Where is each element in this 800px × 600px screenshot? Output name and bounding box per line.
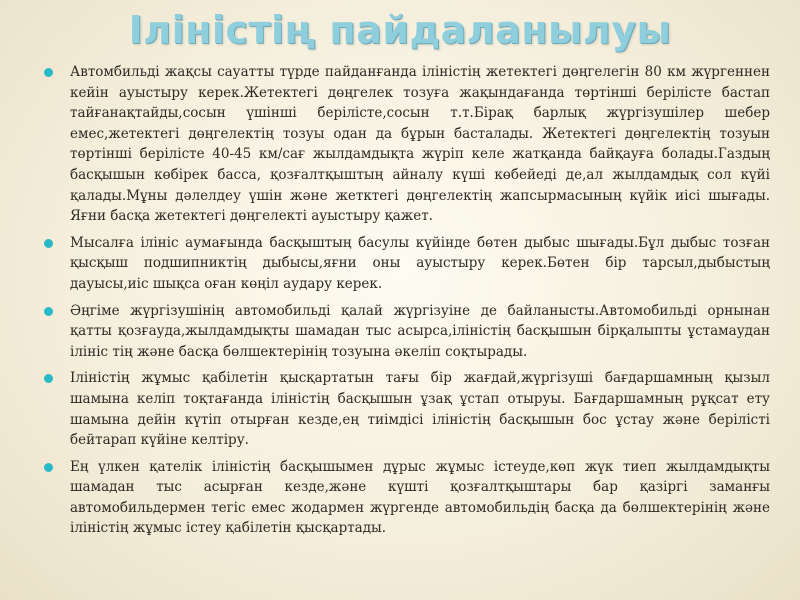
bullet-item	[44, 233, 770, 295]
bullet-item	[44, 62, 770, 227]
bullet-text: Әңгіме жүргізушінің автомобильді қалай жүргізуіне де байланысты.Автомобильді орнынан қатты қозғауда,жылдамдықты шамадан тыс асырса,ілініcтің басқышын бірқалыпты ұстамаудан ілініс тің және басқа бөлшектерінің тозуына әкеліп соқтырады.	[70, 302, 770, 360]
bullet-text: Ілініcтің жұмыс қабілетін қысқартатын тағы бір жағдай,жүргізуші бағдаршамның қызыл шамына келіп тоқтағанда ілініcтің басқышын ұзақ ұстап отыруы. Бағдаршамның рұқсат ету шамына дейін күтіп отырған кезде,ең тиімдісі ілініcтің басқышын бос ұстау және берілісті бейтарап күйіне келтіру.	[70, 370, 770, 449]
bullet-text: Ең үлкен қателік ілініcтің басқышымен дұрыс жұмыс істеуде,көп жүк тиеп жылдамдықты шамадан тыс асырған кезде,және күшті қозғалтқыштары бар қазіргі заманғы автомобильдермен тегіс емес жодармен жүргенде автомобильдің басқа да бөлшектерінің және ілініcтің жұмыс істеу қабілетін қысқартады.	[70, 458, 770, 537]
bullet-item	[44, 457, 770, 539]
bullet-item	[44, 301, 770, 363]
bullet-dot-icon	[44, 463, 53, 472]
bullet-text: Мысалға ілініс аумағында басқыштың басулы күйінде бөтен дыбыс шығады.Бұл дыбыс тозған қысқыш подшипниктің дыбысы,яғни оны ауыстыру керек.Бөтен бір тарсыл,дыбыстың дауысы,иіс шықса оған көңіл аудару керек.	[70, 234, 770, 292]
bullet-list	[44, 62, 770, 545]
slide-title: Ілініcтің пайдаланылуы	[128, 8, 672, 52]
bullet-text: Автомбильді жақсы сауатты түрде пайданғанда ілініcтің жетектегі дөңгелегін 80 км жүргеннен кейін ауыстыру керек.Жетектегі дөңгелек тозуға жақындағанда төртінші берілісте бастап тайғанақтайды,сосын үшінші берілісте,сосын т.т.Бірақ барлық жүргізушілер шебер емес,жетектегі дөңгелектің тозуы одан да бұрын басталады. Жетектегі дөңгелектің тозуын төртінші берілісте 40-45 км/сағ жылдамдықта жүріп келе жатқанда байқауға болады.Газдың басқышын көбірек басса, қозғалтқыштың айналу күші көбейеді де,ал жылдамдық сол күйі қалады.Мұны дәлелдеу үшін және жетктегі дөңгелектің жапсырмасының күйік иісі шығады. Яғни басқа жетектегі дөңгелекті ауыстыру қажет.	[70, 64, 770, 225]
bullet-dot-icon	[44, 307, 53, 316]
bullet-dot-icon	[44, 239, 53, 248]
bullet-item	[44, 368, 770, 450]
bullet-dot-icon	[44, 374, 53, 383]
bullet-dot-icon	[44, 68, 53, 77]
